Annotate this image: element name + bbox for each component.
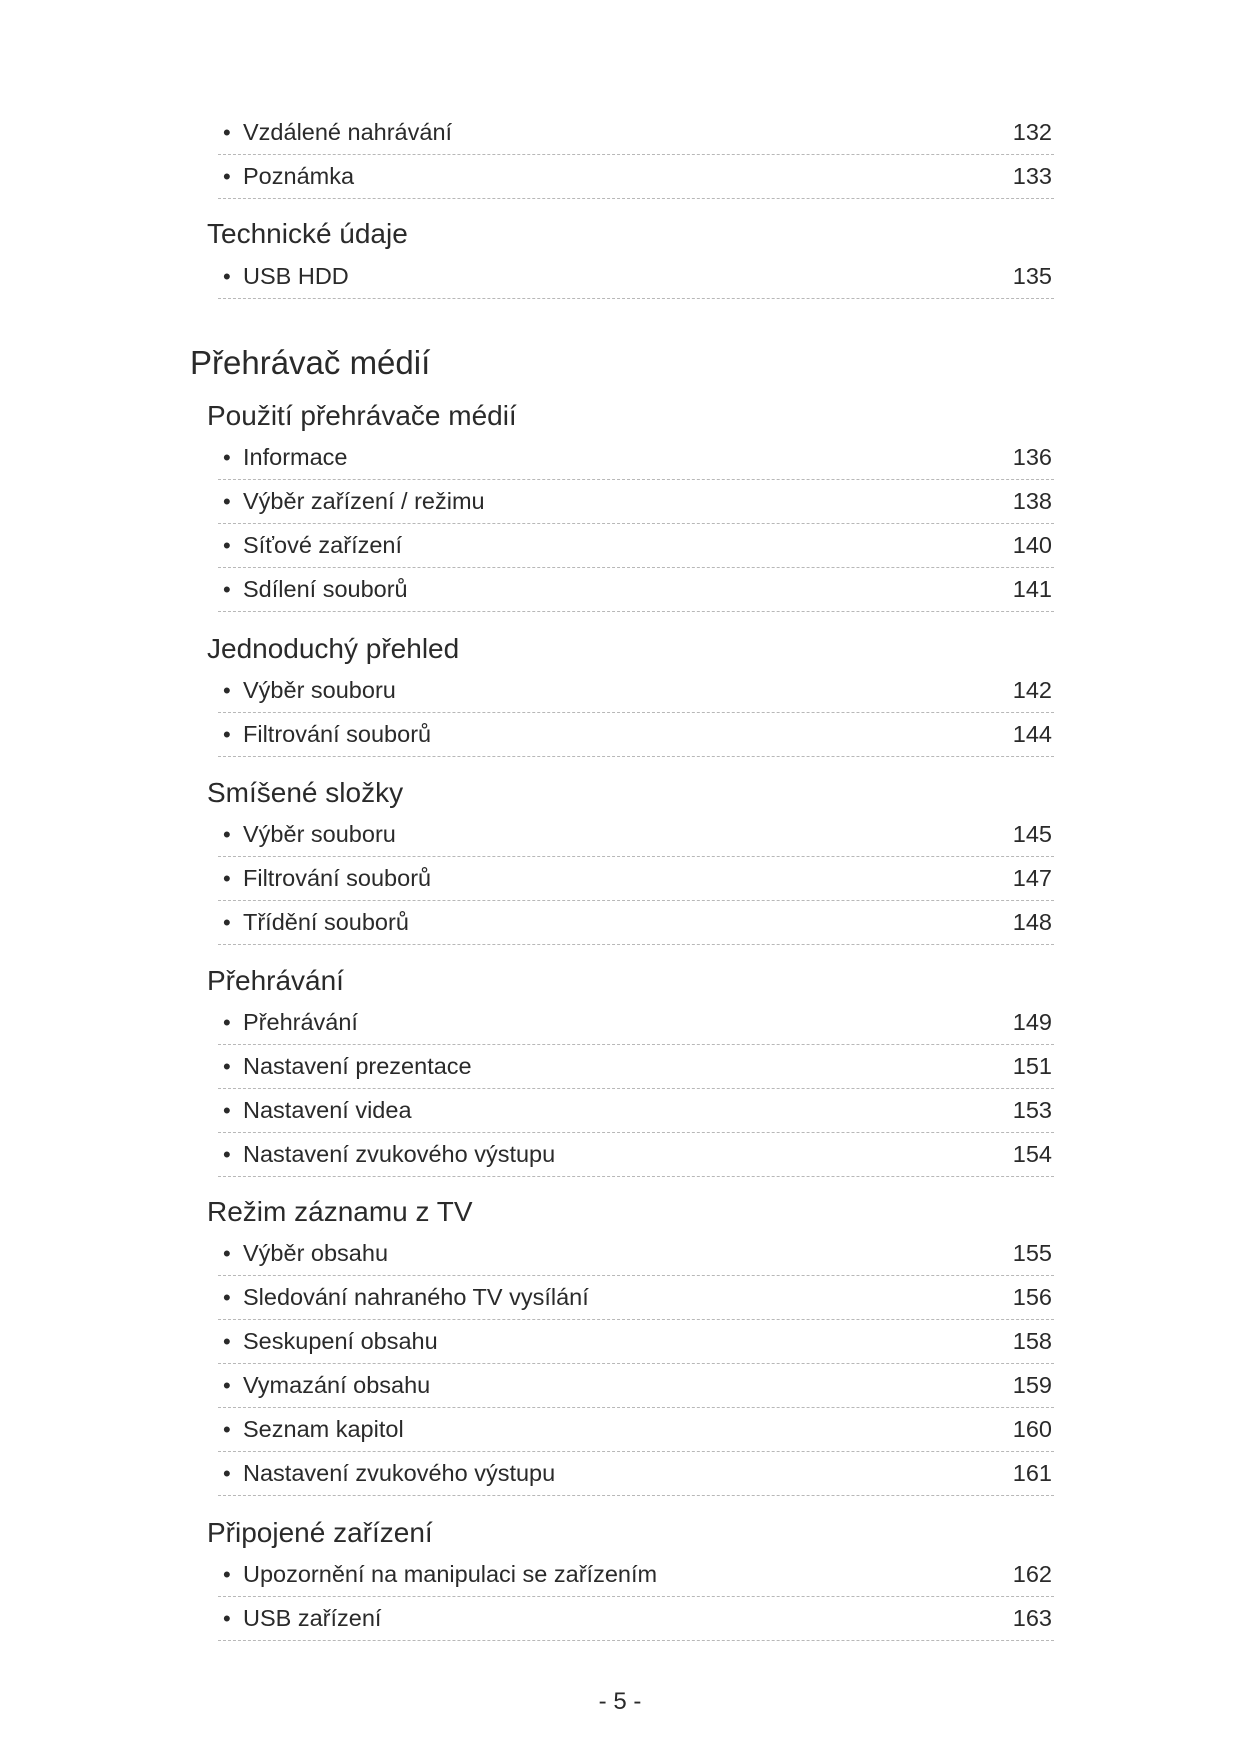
dashed-rule	[218, 154, 1054, 155]
toc-entry[interactable]	[218, 1047, 1054, 1091]
bullet: •	[223, 1606, 231, 1631]
toc-entry[interactable]	[218, 715, 1054, 759]
dashed-rule	[218, 198, 1054, 199]
toc-entry-label: USB HDD	[243, 263, 349, 289]
dashed-rule	[218, 1088, 1054, 1089]
section-title: Smíšené složky	[207, 777, 404, 808]
dashed-rule	[218, 1275, 1054, 1276]
toc-entry[interactable]	[218, 1234, 1054, 1278]
toc-entry-page: 148	[1012, 909, 1052, 935]
toc-entry-page: 145	[1012, 821, 1052, 847]
toc-entry-page: 158	[1012, 1328, 1052, 1354]
toc-entry-page: 159	[1012, 1372, 1052, 1398]
toc-entry-label: Nastavení prezentace	[243, 1053, 472, 1079]
toc-entry-label: Informace	[243, 444, 348, 470]
toc-entry[interactable]	[218, 438, 1054, 482]
toc-entry-page: 153	[1012, 1097, 1052, 1123]
toc-entry[interactable]	[218, 113, 1054, 157]
bullet: •	[223, 1461, 231, 1486]
dashed-rule	[218, 1495, 1054, 1496]
dashed-rule	[218, 1640, 1054, 1641]
dashed-rule	[218, 567, 1054, 568]
toc-entry-label: Nastavení zvukového výstupu	[243, 1141, 556, 1167]
bullet: •	[223, 822, 231, 847]
bullet: •	[223, 1373, 231, 1398]
bullet: •	[223, 1054, 231, 1079]
dashed-rule	[218, 523, 1054, 524]
toc-entry-page: 135	[1012, 263, 1052, 289]
chapter-title: Přehrávač médií	[190, 344, 431, 381]
toc-entry-page: 156	[1012, 1284, 1052, 1310]
toc-entry-label: Nastavení zvukového výstupu	[243, 1460, 556, 1486]
dashed-rule	[218, 479, 1054, 480]
bullet: •	[223, 722, 231, 747]
bullet: •	[223, 164, 231, 189]
dashed-rule	[218, 1596, 1054, 1597]
toc-entry-label: Vymazání obsahu	[243, 1372, 431, 1398]
toc-entry-label: Seskupení obsahu	[243, 1328, 438, 1354]
page-number: - 5 -	[598, 1688, 642, 1715]
section-title: Použití přehrávače médií	[207, 400, 517, 431]
toc-entry[interactable]	[218, 671, 1054, 715]
bullet: •	[223, 1098, 231, 1123]
dashed-rule	[218, 856, 1054, 857]
section-title: Režim záznamu z TV	[207, 1196, 473, 1227]
bullet: •	[223, 910, 231, 935]
toc-entry-label: Upozornění na manipulaci se zařízením	[243, 1561, 658, 1587]
toc-entry[interactable]	[218, 903, 1054, 947]
dashed-rule	[218, 1044, 1054, 1045]
toc-entry[interactable]	[218, 1555, 1054, 1599]
bullet: •	[223, 1010, 231, 1035]
bullet: •	[223, 1329, 231, 1354]
bullet: •	[223, 489, 231, 514]
toc-entry[interactable]	[218, 1410, 1054, 1454]
toc-entry-label: Filtrování souborů	[243, 721, 432, 747]
toc-entry-label: USB zařízení	[243, 1605, 382, 1631]
toc-entry-label: Výběr souboru	[243, 821, 396, 847]
bullet: •	[223, 678, 231, 703]
toc-entry-label: Výběr obsahu	[243, 1240, 389, 1266]
toc-entry[interactable]	[218, 815, 1054, 859]
toc-entry-page: 155	[1012, 1240, 1052, 1266]
section-title: Přehrávání	[207, 965, 344, 996]
bullet: •	[223, 120, 231, 145]
bullet: •	[223, 264, 231, 289]
toc-entry-label: Síťové zařízení	[243, 532, 403, 558]
toc-entry[interactable]	[218, 1322, 1054, 1366]
toc-entry-page: 142	[1012, 677, 1052, 703]
dashed-rule	[218, 712, 1054, 713]
toc-entry-label: Seznam kapitol	[243, 1416, 404, 1442]
toc-entry[interactable]	[218, 1091, 1054, 1135]
section-title: Připojené zařízení	[207, 1517, 433, 1548]
toc-entry[interactable]	[218, 257, 1054, 301]
toc-entry[interactable]	[218, 570, 1054, 614]
bullet: •	[223, 866, 231, 891]
bullet: •	[223, 1241, 231, 1266]
toc-entry-label: Vzdálené nahrávání	[243, 119, 453, 145]
toc-entry-page: 147	[1012, 865, 1052, 891]
section-title: Technické údaje	[207, 218, 408, 249]
dashed-rule	[218, 900, 1054, 901]
toc-entry[interactable]	[218, 1366, 1054, 1410]
toc-entry-page: 133	[1012, 163, 1052, 189]
toc-entry-page: 144	[1012, 721, 1052, 747]
toc-entry[interactable]	[218, 859, 1054, 903]
toc-entry[interactable]	[218, 526, 1054, 570]
bullet: •	[223, 1285, 231, 1310]
toc-entry-page: 141	[1012, 576, 1052, 602]
section-title: Jednoduchý přehled	[207, 633, 460, 664]
dashed-rule	[218, 1319, 1054, 1320]
bullet: •	[223, 1417, 231, 1442]
toc-entry-page: 149	[1012, 1009, 1052, 1035]
toc-entry-page: 154	[1012, 1141, 1052, 1167]
bullet: •	[223, 445, 231, 470]
toc-entry-label: Přehrávání	[243, 1009, 358, 1035]
bullet: •	[223, 1142, 231, 1167]
toc-entry[interactable]	[218, 1003, 1054, 1047]
toc-entry-page: 151	[1012, 1053, 1052, 1079]
toc-entry-page: 140	[1012, 532, 1052, 558]
toc-entry[interactable]	[218, 1135, 1054, 1179]
toc-entry-label: Sdílení souborů	[243, 576, 408, 602]
bullet: •	[223, 1562, 231, 1587]
toc-entry-label: Sledování nahraného TV vysílání	[243, 1284, 589, 1310]
toc-entry-page: 162	[1012, 1561, 1052, 1587]
dashed-rule	[218, 1451, 1054, 1452]
toc-entry[interactable]	[218, 157, 1054, 201]
toc-entry-label: Poznámka	[243, 163, 355, 189]
toc-entry-label: Výběr zařízení / režimu	[243, 488, 485, 514]
dashed-rule	[218, 611, 1054, 612]
dashed-rule	[218, 756, 1054, 757]
dashed-rule	[218, 1132, 1054, 1133]
toc-entry-page: 161	[1012, 1460, 1052, 1486]
toc-entry-page: 138	[1012, 488, 1052, 514]
toc-entry[interactable]	[218, 1599, 1054, 1643]
toc-entry[interactable]	[218, 1278, 1054, 1322]
toc-entry-page: 132	[1012, 119, 1052, 145]
dashed-rule	[218, 1176, 1054, 1177]
dashed-rule	[218, 298, 1054, 299]
toc-entry-page: 160	[1012, 1416, 1052, 1442]
dashed-rule	[218, 1407, 1054, 1408]
toc-entry-label: Výběr souboru	[243, 677, 396, 703]
toc-entry[interactable]	[218, 1454, 1054, 1498]
toc-entry-page: 163	[1012, 1605, 1052, 1631]
bullet: •	[223, 533, 231, 558]
toc-entry-page: 136	[1012, 444, 1052, 470]
toc-entry-label: Filtrování souborů	[243, 865, 432, 891]
bullet: •	[223, 577, 231, 602]
toc-entry-label: Nastavení videa	[243, 1097, 412, 1123]
toc-entry-label: Třídění souborů	[243, 909, 409, 935]
toc-entry[interactable]	[218, 482, 1054, 526]
dashed-rule	[218, 944, 1054, 945]
dashed-rule	[218, 1363, 1054, 1364]
